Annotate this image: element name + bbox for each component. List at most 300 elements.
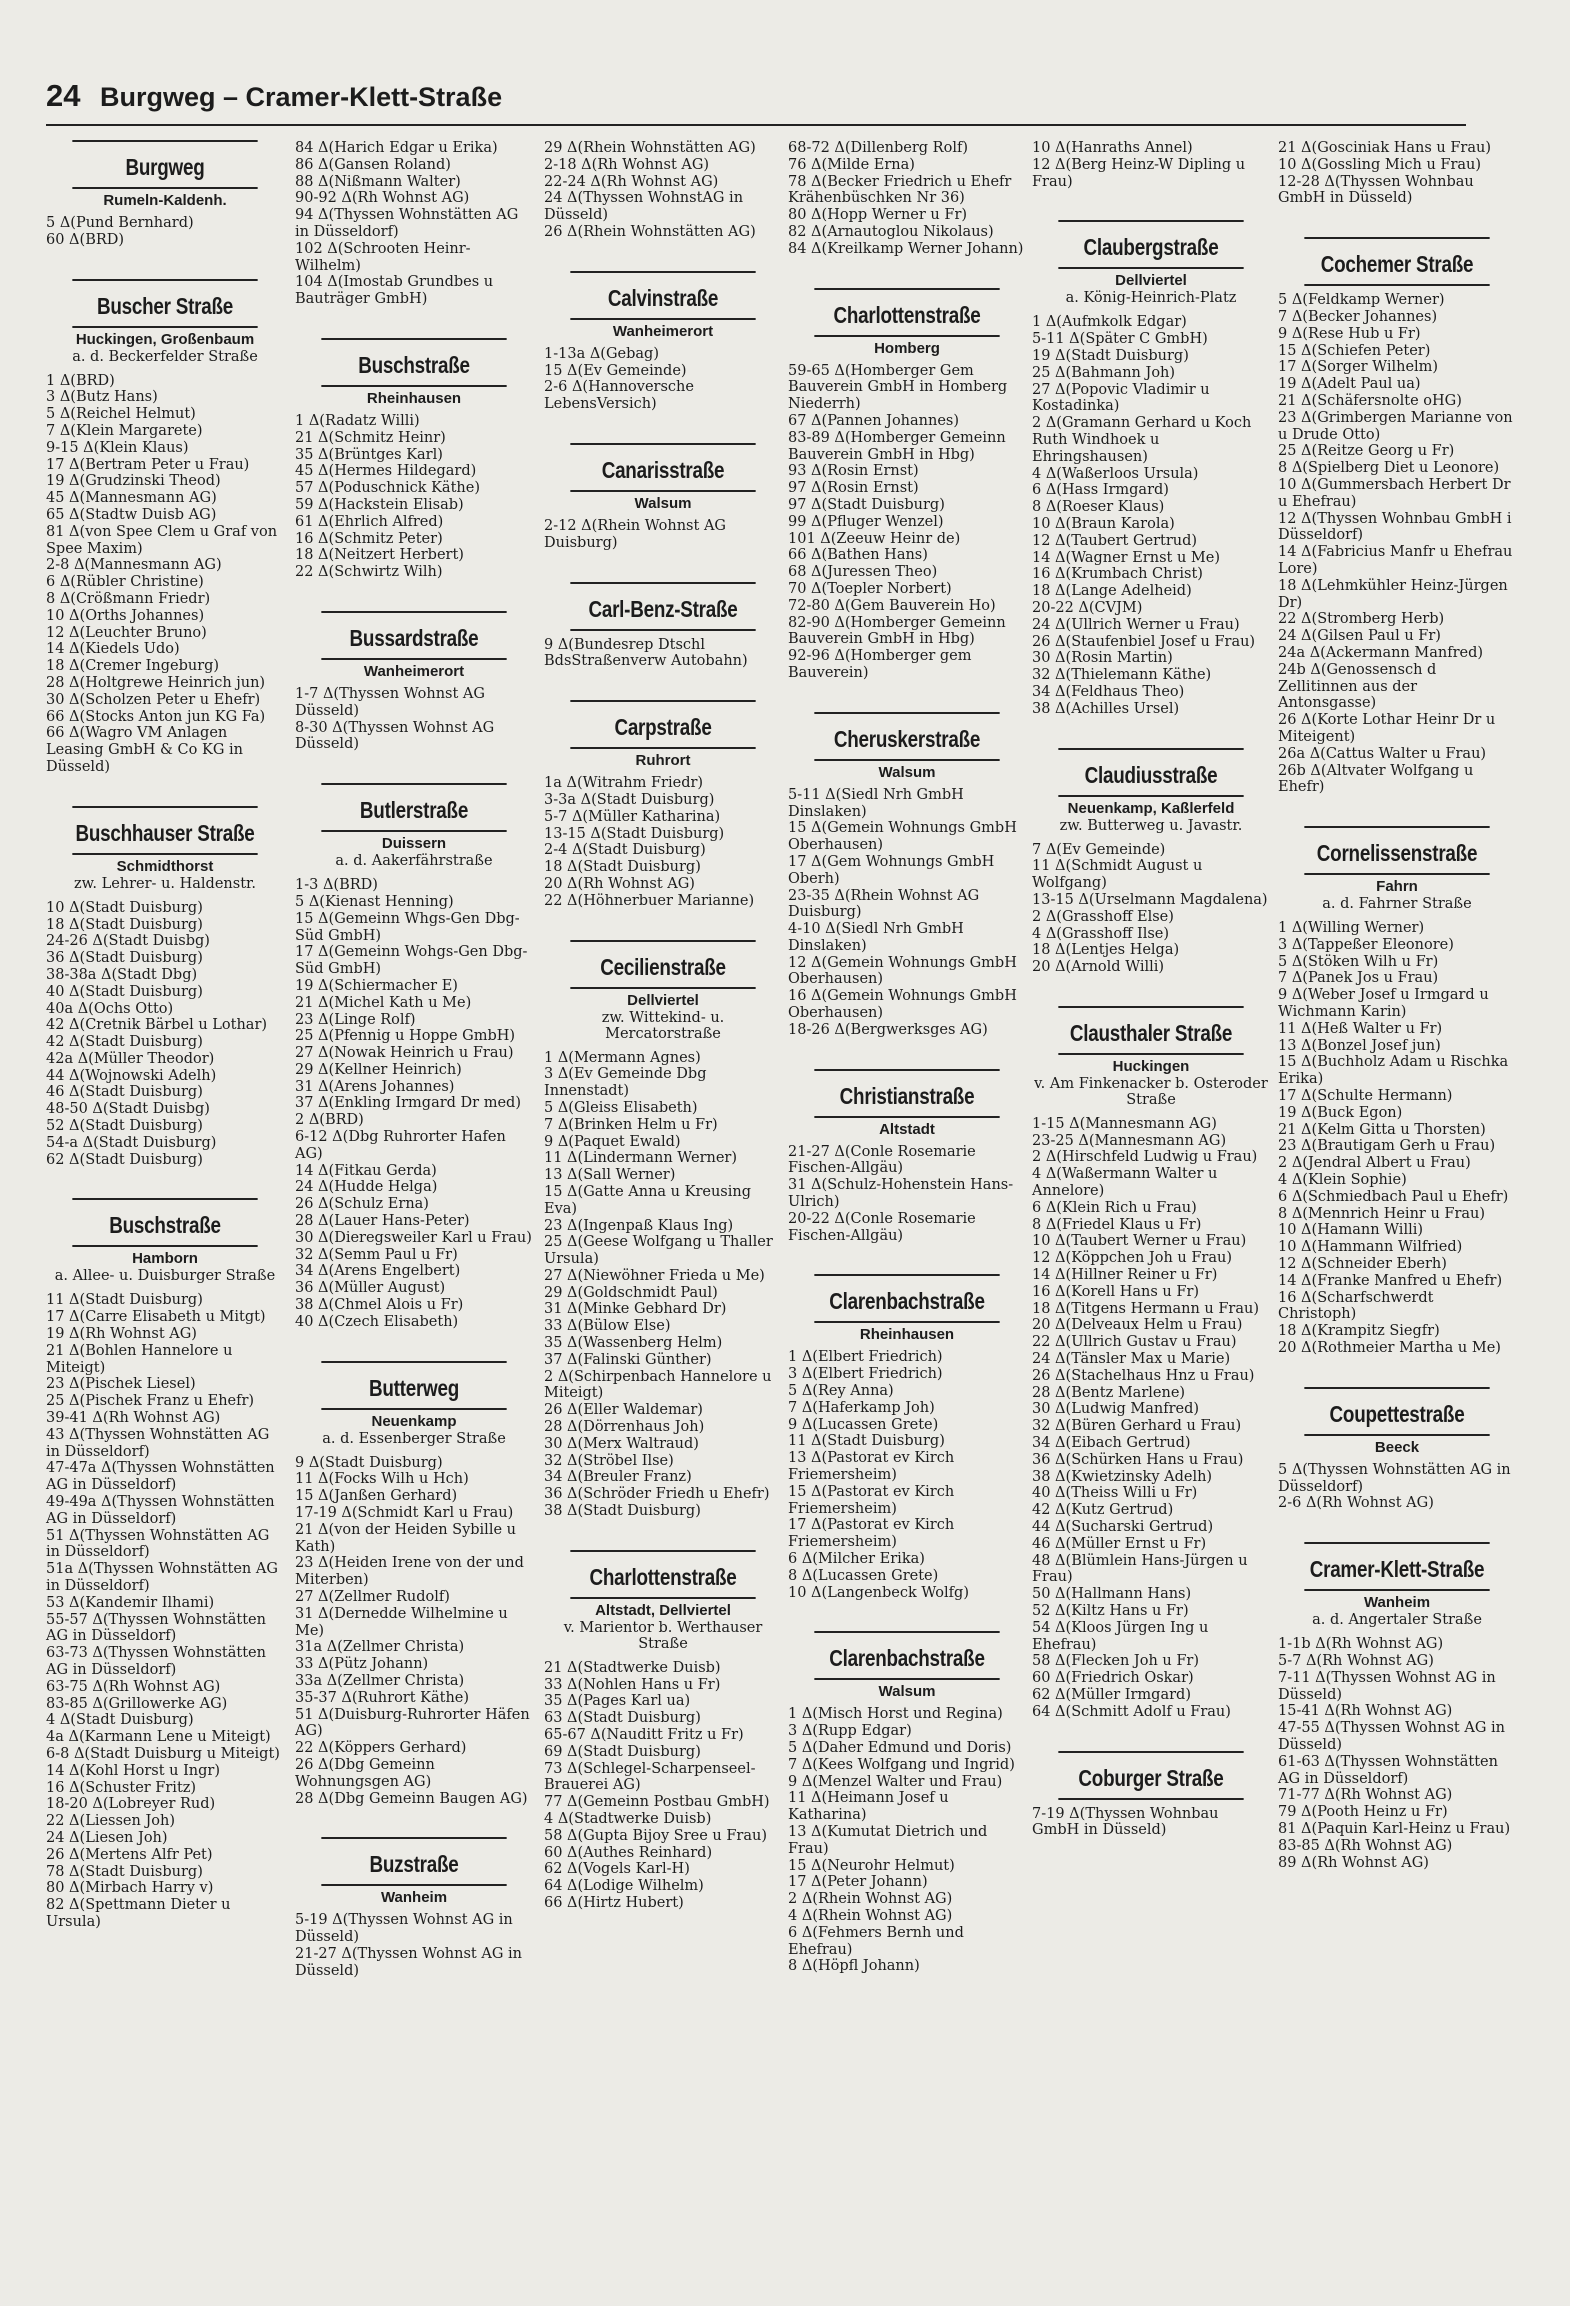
address-entry: 15 Δ(Ev Gemeinde) (544, 362, 687, 379)
address-entry: 45 Δ(Mannesmann AG) (46, 490, 217, 507)
address-entry: 7-19 Δ(Thyssen Wohnbau GmbH in Düsseld) (1032, 1805, 1219, 1839)
address-entry: 80 Δ(Hopp Werner u Fr) (788, 207, 968, 224)
street-heading: Claubergstraße (1058, 220, 1243, 269)
street-block (544, 140, 782, 241)
street-location-note: zw. Wittekind- u. Mercatorstraße (601, 1009, 725, 1042)
page-number: 24 (46, 78, 81, 113)
address-entry: 14 Δ(Wagner Ernst u Me) (1032, 549, 1220, 566)
street-heading: Buschstraße (321, 338, 506, 387)
address-entry: 24b Δ(Genossensch d Zellitinnen aus der Antonsgasse) (1278, 661, 1437, 712)
address-entry: 30 Δ(Rosin Martin) (1032, 650, 1173, 667)
address-entry: 3-3a Δ(Stadt Duisburg) (544, 791, 715, 808)
address-entry: 31 Δ(Dernedde Wilhelmine u Me) (295, 1605, 508, 1639)
address-entry: 1 Δ(Willing Werner) (1278, 920, 1425, 937)
street-heading: Christianstraße (814, 1069, 999, 1118)
street-block (295, 611, 533, 753)
address-entry: 65 Δ(Stadtw Duisb AG) (46, 506, 217, 523)
street-heading: Clarenbachstraße (814, 1274, 999, 1323)
address-entry: 6 Δ(Milcher Erika) (788, 1551, 925, 1568)
address-entry: 19 Δ(Schiermacher E) (295, 977, 458, 994)
address-entry: 14 Δ(Hillner Reiner u Fr) (1032, 1267, 1218, 1284)
address-entry: 9 Δ(Menzel Walter und Frau) (788, 1773, 1003, 1790)
address-entry: 1 Δ(Elbert Friedrich) (788, 1349, 943, 1366)
address-entry: 10 Δ(Langenbeck Wolfg) (788, 1584, 969, 1601)
district-label: Neuenkamp, Kaßlerfeld (1067, 799, 1235, 817)
district-label: Wanheimerort (363, 662, 465, 680)
address-entry: 16 Δ(Krumbach Christ) (1032, 566, 1203, 583)
address-entry: 2 Δ(Hirschfeld Ludwig u Frau) (1032, 1149, 1258, 1166)
district-label: Wanheim (380, 1889, 448, 1907)
address-entry: 10 Δ(Braun Karola) (1032, 515, 1175, 532)
street-block (295, 783, 533, 1331)
address-entry: 5 Δ(Kienast Henning) (295, 893, 454, 910)
street-heading: Buschstraße (72, 1198, 257, 1247)
street-block (295, 338, 533, 581)
address-entry: 23 Δ(Linge Rolf) (295, 1011, 416, 1028)
address-entry: 16 Δ(Schuster Fritz) (46, 1779, 197, 1796)
address-entry: 10 Δ(Gummersbach Herbert Dr u Ehefrau) (1278, 476, 1511, 510)
address-entry: 25 Δ(Pischek Franz u Ehefr) (46, 1393, 255, 1410)
address-entry: 6 Δ(Rübler Christine) (46, 574, 204, 591)
district-label: Beeck (1374, 1438, 1420, 1456)
address-entry: 2-4 Δ(Stadt Duisburg) (544, 842, 706, 859)
address-entry: 18 Δ(Cremer Ingeburg) (46, 658, 220, 675)
address-entry: 38 Δ(Kwietzinsky Adelh) (1032, 1468, 1213, 1485)
address-entry: 47-47a Δ(Thyssen Wohnstätten AG in Düsseldorf) (46, 1460, 275, 1494)
address-entry: 45 Δ(Hermes Hildegard) (295, 463, 477, 480)
address-entry: 21 Δ(Schäfersnolte oHG) (1278, 392, 1462, 409)
address-entry: 42 Δ(Stadt Duisburg) (46, 1034, 203, 1051)
address-entry: 17 Δ(Carre Elisabeth u Mitgt) (46, 1309, 266, 1326)
address-entry: 1-3 Δ(BRD) (295, 877, 378, 894)
address-entry: 1 Δ(Aufmkolk Edgar) (1032, 314, 1187, 331)
address-entry: 14 Δ(Fabricius Manfr u Ehefrau Lore) (1278, 544, 1513, 577)
street-location-note: a. d. Aakerfährstraße (335, 853, 493, 870)
address-entry: 18 Δ(Stadt Duisburg) (544, 859, 701, 876)
address-entry: 1-7 Δ(Thyssen Wohnst AG Düsseld) (295, 685, 485, 719)
address-entry: 8 Δ(Höpfl Johann) (788, 1958, 920, 1975)
address-entry: 5-7 Δ(Rh Wohnst AG) (1278, 1653, 1434, 1669)
address-entry: 5 Δ(Thyssen Wohnstätten AG in Düsseldorf) (1278, 1461, 1511, 1495)
address-entry: 36 Δ(Schröder Friedh u Ehefr) (544, 1486, 770, 1503)
address-entry: 2-8 Δ(Mannesmann AG) (46, 557, 222, 574)
street-heading: Buschhauser Straße (72, 806, 257, 855)
street-location-note: a. d. Essenberger Straße (322, 1430, 506, 1447)
address-entry: 31 Δ(Arens Johannes) (295, 1078, 455, 1095)
address-entry: 8 Δ(Crößmann Friedr) (46, 590, 211, 607)
address-entry: 83-85 Δ(Rh Wohnst AG) (1278, 1837, 1453, 1854)
address-entry: 17 Δ(Bertram Peter u Frau) (46, 456, 250, 473)
address-entry: 5 Δ(Reichel Helmut) (46, 406, 196, 423)
street-heading: Carpstraße (570, 700, 755, 749)
street-heading: Calvinstraße (570, 271, 755, 320)
district-label: Altstadt (879, 1120, 935, 1138)
address-entry: 26a Δ(Cattus Walter u Frau) (1278, 745, 1487, 762)
address-entry: 21 Δ(von der Heiden Sybille u Kath) (295, 1521, 516, 1555)
street-heading: Cramer-Klett-Straße (1304, 1542, 1489, 1591)
address-entry: 68-72 Δ(Dillenberg Rolf) (788, 140, 968, 156)
address-entry: 31 Δ(Minke Gebhard Dr) (544, 1301, 727, 1318)
address-entry: 49-49a Δ(Thyssen Wohnstätten AG in Düsseldorf) (46, 1494, 275, 1527)
address-entry: 5 Δ(Pund Bernhard) (46, 215, 194, 231)
street-heading: Cheruskerstraße (814, 712, 999, 761)
street-location-note: zw. Lehrer- u. Haldenstr. (74, 875, 256, 892)
address-entry: 34 Δ(Breuler Franz) (544, 1469, 692, 1486)
address-entry: 54-a Δ(Stadt Duisburg) (46, 1134, 217, 1151)
address-entry: 30 Δ(Merx Waltraud) (544, 1435, 699, 1452)
address-entry: 26 Δ(Stachelhaus Hnz u Frau) (1032, 1367, 1255, 1384)
address-entry: 66 Δ(Bathen Hans) (788, 547, 928, 564)
district-label: Rheinhausen (366, 389, 462, 407)
address-entry: 93 Δ(Rosin Ernst) (788, 463, 919, 480)
district-label: Altstadt, Dellviertel (595, 1601, 731, 1619)
address-entry: 50 Δ(Hallmann Hans) (1032, 1586, 1192, 1603)
address-entry: 15 Δ(Gatte Anna u Kreusing Eva) (544, 1183, 751, 1217)
address-entry: 11 Δ(Lindermann Werner) (544, 1150, 738, 1167)
address-entry: 24 Δ(Gilsen Paul u Fr) (1278, 628, 1441, 645)
address-entry: 81 Δ(von Spee Clem u Graf von Spee Maxim) (46, 523, 278, 557)
address-entry: 4 Δ(Klein Sophie) (1278, 1172, 1407, 1189)
address-entry: 22 Δ(Stromberg Herb) (1278, 611, 1445, 628)
address-entry: 14 Δ(Franke Manfred u Ehefr) (1278, 1272, 1503, 1289)
address-entry: 35 Δ(Brüntges Karl) (295, 446, 443, 463)
address-entry: 23-25 Δ(Mannesmann AG) (1032, 1132, 1227, 1149)
address-entry: 8 Δ(Friedel Klaus u Fr) (1032, 1216, 1202, 1233)
address-entry: 32 Δ(Büren Gerhard u Frau) (1032, 1418, 1242, 1435)
address-entry: 9 Δ(Weber Josef u Irmgard u Wichmann Karin) (1278, 987, 1489, 1021)
address-entry: 43 Δ(Thyssen Wohnstätten AG in Düsseldorf) (46, 1426, 270, 1460)
street-heading: Claudiusstraße (1058, 748, 1243, 797)
address-entry: 25 Δ(Geese Wolfgang u Thaller Ursula) (544, 1234, 773, 1268)
address-entry: 21-27 Δ(Conle Rosemarie Fischen-Allgäu) (788, 1143, 976, 1177)
address-entry: 6 Δ(Schmiedbach Paul u Ehefr) (1278, 1188, 1509, 1205)
address-entry: 16 Δ(Schmitz Peter) (295, 530, 443, 547)
address-entry: 38 Δ(Achilles Ursel) (1032, 700, 1180, 717)
page-header (46, 72, 1466, 126)
address-entry: 17 Δ(Pastorat ev Kirch Friemersheim) (788, 1517, 955, 1551)
address-entry: 65-67 Δ(Nauditt Fritz u Fr) (544, 1727, 744, 1744)
address-entry: 47-55 Δ(Thyssen Wohnst AG in Düsseld) (1278, 1720, 1505, 1753)
address-entry: 61-63 Δ(Thyssen Wohnstätten AG in Düsseldorf) (1278, 1753, 1498, 1787)
address-entry: 2 Δ(Gramann Gerhard u Koch Ruth Windhoek u Ehringshausen) (1032, 415, 1252, 465)
address-entry: 78 Δ(Stadt Duisburg) (46, 1863, 203, 1880)
street-block (295, 140, 533, 308)
address-entry: 1 Δ(Misch Horst und Regina) (788, 1706, 1003, 1723)
address-entry: 24 Δ(Hudde Helga) (295, 1179, 438, 1196)
address-entry: 27 Δ(Popovic Vladimir u Kostadinka) (1032, 381, 1210, 415)
address-entry: 86 Δ(Gansen Roland) (295, 156, 451, 173)
street-block (544, 271, 782, 413)
address-entry: 19 Δ(Rh Wohnst AG) (46, 1326, 197, 1343)
address-entry: 42a Δ(Müller Theodor) (46, 1050, 215, 1067)
address-entry: 21-27 Δ(Thyssen Wohnst AG in Düsseld) (295, 1945, 522, 1979)
address-entry: 63-73 Δ(Thyssen Wohnstätten AG in Düsseldorf) (46, 1645, 266, 1678)
address-entry: 3 Δ(Elbert Friedrich) (788, 1366, 943, 1383)
address-entry: 20-22 Δ(Conle Rosemarie Fischen-Allgäu) (788, 1210, 976, 1244)
address-entry: 28 Δ(Bentz Marlene) (1032, 1384, 1186, 1401)
address-entry: 44 Δ(Wojnowski Adelh) (46, 1067, 217, 1084)
address-entry: 35 Δ(Pages Karl ua) (544, 1693, 691, 1710)
street-block (1278, 237, 1516, 796)
address-entry: 35 Δ(Wassenberg Helm) (544, 1335, 723, 1352)
address-entry: 52 Δ(Kiltz Hans u Fr) (1032, 1603, 1189, 1619)
address-entry: 15 Δ(Neurohr Helmut) (788, 1857, 955, 1874)
address-entry: 30 Δ(Dieregsweiler Karl u Frau) (295, 1229, 532, 1246)
street-heading: Carl-Benz-Straße (570, 582, 755, 631)
address-entry: 82 Δ(Spettmann Dieter u Ursula) (46, 1897, 231, 1930)
street-block (788, 1631, 1026, 1975)
address-entry: 21 Δ(Gosciniak Hans u Frau) (1278, 140, 1491, 156)
address-entry: 80 Δ(Mirbach Harry v) (46, 1880, 214, 1897)
column-3 (544, 140, 782, 1942)
address-entry: 29 Δ(Goldschmidt Paul) (544, 1284, 718, 1301)
address-entry: 4 Δ(Rhein Wohnst AG) (788, 1907, 953, 1924)
address-entry: 11 Δ(Heimann Josef u Katharina) (788, 1790, 949, 1824)
address-entry: 17 Δ(Gemeinn Wohgs-Gen Dbg-Süd GmbH) (295, 944, 528, 978)
address-entry: 36 Δ(Müller August) (295, 1280, 446, 1297)
address-entry: 10 Δ(Hanraths Annel) (1032, 140, 1193, 156)
address-entry: 3 Δ(Ev Gemeinde Dbg Innenstadt) (544, 1066, 707, 1100)
street-block (544, 700, 782, 909)
address-entry: 24a Δ(Ackermann Manfred) (1278, 644, 1484, 661)
address-entry: 11 Δ(Stadt Duisburg) (46, 1292, 203, 1309)
address-entry: 26 Δ(Eller Waldemar) (544, 1402, 703, 1419)
address-entry: 9 Δ(Paquet Ewald) (544, 1133, 681, 1150)
address-entry: 24 Δ(Tänsler Max u Marie) (1032, 1351, 1231, 1368)
street-heading: Charlottenstraße (814, 288, 999, 337)
address-entry: 8 Δ(Spielberg Diet u Leonore) (1278, 460, 1500, 477)
address-entry: 72-80 Δ(Gem Bauverein Ho) (788, 597, 996, 614)
address-entry: 20 Δ(Rh Wohnst AG) (544, 875, 695, 892)
address-entry: 22 Δ(Köppers Gerhard) (295, 1740, 467, 1757)
district-label: Dellviertel (627, 991, 699, 1009)
address-entry: 12 Δ(Gemein Wohnungs GmbH Oberhausen) (788, 954, 1017, 988)
address-entry: 90-92 Δ(Rh Wohnst AG) (295, 190, 470, 207)
address-entry: 32 Δ(Thielemann Käthe) (1032, 667, 1212, 684)
page-range-title: Burgweg – Cramer-Klett-Straße (100, 82, 503, 112)
address-entry: 22 Δ(Ullrich Gustav u Frau) (1032, 1334, 1237, 1351)
address-entry: 3 Δ(Butz Hans) (46, 389, 158, 406)
address-entry: 4-10 Δ(Siedl Nrh GmbH Dinslaken) (788, 921, 964, 954)
address-entry: 28 Δ(Dbg Gemeinn Baugen AG) (295, 1790, 528, 1807)
address-entry: 77 Δ(Gemeinn Postbau GmbH) (544, 1794, 770, 1811)
address-entry: 33 Δ(Pütz Johann) (295, 1656, 429, 1673)
address-entry: 26b Δ(Altvater Wolfgang u Ehefr) (1278, 762, 1474, 796)
address-entry: 6 Δ(Hass Irmgard) (1032, 482, 1169, 499)
street-block (788, 1274, 1026, 1601)
address-entry: 66 Δ(Stocks Anton jun KG Fa) (46, 708, 266, 725)
address-entry: 2-18 Δ(Rh Wohnst AG) (544, 156, 710, 173)
address-entry: 26 Δ(Staufenbiel Josef u Frau) (1032, 633, 1256, 650)
street-block (1032, 748, 1270, 976)
address-entry: 40 Δ(Theiss Willi u Fr) (1032, 1485, 1198, 1502)
address-entry: 1 Δ(Radatz Willi) (295, 412, 420, 429)
district-label: Wanheimerort (612, 322, 714, 340)
address-entry: 32 Δ(Semm Paul u Fr) (295, 1246, 458, 1263)
address-entry: 5 Δ(Rey Anna) (788, 1383, 894, 1400)
district-label: Dellviertel (1115, 272, 1187, 290)
address-entry: 20 Δ(Delveaux Helm u Frau) (1032, 1317, 1243, 1334)
address-entry: 27 Δ(Nowak Heinrich u Frau) (295, 1045, 514, 1062)
address-entry: 2 Δ(Rhein Wohnst AG) (788, 1891, 953, 1908)
district-label: Rheinhausen (859, 1326, 955, 1344)
address-entry: 1 Δ(BRD) (46, 372, 115, 389)
district-label: Fahrn (1376, 878, 1418, 896)
address-entry: 17 Δ(Gem Wohnungs GmbH Oberh) (788, 853, 995, 887)
street-heading: Coburger Straße (1058, 1751, 1243, 1800)
address-entry: 57 Δ(Poduschnick Käthe) (295, 480, 480, 497)
address-entry: 6-8 Δ(Stadt Duisburg u Miteigt) (46, 1745, 280, 1762)
street-heading: Cochemer Straße (1304, 237, 1489, 286)
address-entry: 61 Δ(Ehrlich Alfred) (295, 513, 444, 530)
address-entry: 20-22 Δ(CVJM) (1032, 599, 1143, 616)
address-entry: 9 Δ(Rese Hub u Fr) (1278, 325, 1421, 342)
address-entry: 15 Δ(Janßen Gerhard) (295, 1488, 458, 1505)
street-location-note: a. König-Heinrich-Platz (1065, 290, 1237, 307)
street-heading: Clarenbachstraße (814, 1631, 999, 1680)
address-entry: 5 Δ(Gleiss Elisabeth) (544, 1099, 698, 1116)
address-entry: 18 Δ(Lehmkühler Heinz-Jürgen Dr) (1278, 577, 1508, 611)
address-entry: 12 Δ(Thyssen Wohnbau GmbH i Düsseldorf) (1278, 510, 1512, 544)
address-entry: 5 Δ(Feldkamp Werner) (1278, 292, 1445, 309)
address-entry: 26 Δ(Dbg Gemeinn Wohnungsgen AG) (295, 1756, 435, 1790)
address-entry: 48-50 Δ(Stadt Duisbg) (46, 1101, 210, 1118)
address-entry: 5 Δ(Stöken Wilh u Fr) (1278, 953, 1439, 970)
address-entry: 22 Δ(Liessen Joh) (46, 1813, 175, 1830)
address-entry: 23 Δ(Brautigam Gerh u Frau) (1278, 1138, 1496, 1155)
street-block (544, 1550, 782, 1912)
street-block (46, 279, 284, 776)
address-entry: 81 Δ(Paquin Karl-Heinz u Frau) (1278, 1820, 1511, 1837)
address-entry: 21 Δ(Stadtwerke Duisb) (544, 1659, 721, 1676)
street-block (788, 1069, 1026, 1245)
address-entry: 33 Δ(Nohlen Hans u Fr) (544, 1676, 721, 1693)
address-entry: 34 Δ(Arens Engelbert) (295, 1263, 461, 1280)
address-entry: 64 Δ(Schmitt Adolf u Frau) (1032, 1703, 1231, 1720)
address-entry: 32 Δ(Ströbel Ilse) (544, 1452, 674, 1469)
address-entry: 18 Δ(Lentjes Helga) (1032, 942, 1180, 959)
address-entry: 2 Δ(Jendral Albert u Frau) (1278, 1155, 1471, 1172)
address-entry: 11 Δ(Schmidt August u Wolfgang) (1032, 858, 1203, 892)
address-entry: 99 Δ(Pfluger Wenzel) (788, 513, 944, 530)
address-entry: 66 Δ(Wagro VM Anlagen Leasing GmbH & Co KG in Düsseld) (46, 725, 243, 775)
address-entry: 40 Δ(Czech Elisabeth) (295, 1313, 459, 1330)
address-entry: 6 Δ(Fehmers Bernh und Ehefrau) (788, 1924, 964, 1958)
address-entry: 97 Δ(Stadt Duisburg) (788, 496, 945, 513)
address-entry: 2-6 Δ(Rh Wohnst AG) (1278, 1495, 1434, 1512)
address-entry: 39-41 Δ(Rh Wohnst AG) (46, 1410, 221, 1427)
address-entry: 28 Δ(Lauer Hans-Peter) (295, 1213, 470, 1230)
address-entry: 63 Δ(Stadt Duisburg) (544, 1710, 701, 1727)
address-entry: 40 Δ(Stadt Duisburg) (46, 983, 203, 1000)
address-entry: 23 Δ(Grimbergen Marianne von u Drude Otto) (1278, 409, 1513, 443)
address-entry: 24 Δ(Ullrich Werner u Frau) (1032, 616, 1240, 633)
address-entry: 21 Δ(Kelm Gitta u Thorsten) (1278, 1121, 1486, 1138)
street-heading: Buscher Straße (72, 279, 257, 328)
address-entry: 25 Δ(Pfennig u Hoppe GmbH) (295, 1028, 516, 1045)
address-entry: 37 Δ(Falinski Günther) (544, 1351, 712, 1368)
address-entry: 17 Δ(Sorger Wilhelm) (1278, 359, 1439, 376)
street-block (788, 140, 1026, 258)
address-entry: 101 Δ(Zeeuw Heinr de) (788, 530, 961, 547)
address-entry: 15 Δ(Gemein Wohnungs GmbH Oberhausen) (788, 820, 1017, 854)
address-entry: 1-1b Δ(Rh Wohnst AG) (1278, 1636, 1444, 1653)
district-label: Ruhrort (635, 752, 691, 770)
address-entry: 5-19 Δ(Thyssen Wohnst AG in Düsseld) (295, 1912, 513, 1946)
address-entry: 10 Δ(Gossling Mich u Frau) (1278, 156, 1482, 173)
address-entry: 9 Δ(Bundesrep Dtschl BdsStraßenverw Autobahn) (544, 636, 748, 670)
address-entry: 71-77 Δ(Rh Wohnst AG) (1278, 1787, 1453, 1804)
address-entry: 2-12 Δ(Rhein Wohnst AG Duisburg) (544, 517, 726, 551)
street-location-note: a. d. Angertaler Straße (1312, 1612, 1482, 1629)
street-heading: Burgweg (72, 140, 257, 189)
street-heading: Butterweg (321, 1361, 506, 1410)
address-entry: 60 Δ(Friedrich Oskar) (1032, 1670, 1194, 1687)
address-entry: 102 Δ(Schrooten Heinr-Wilhelm) (295, 240, 471, 274)
address-entry: 55-57 Δ(Thyssen Wohnstätten AG in Düsseldorf) (46, 1611, 266, 1645)
address-entry: 33a Δ(Zellmer Christa) (295, 1673, 465, 1689)
address-entry: 13 Δ(Kumutat Dietrich und Frau) (788, 1823, 988, 1857)
address-entry: 27 Δ(Niewöhner Frieda u Me) (544, 1267, 765, 1284)
address-entry: 8 Δ(Roeser Klaus) (1032, 499, 1165, 516)
address-entry: 11 Δ(Heß Walter u Fr) (1278, 1020, 1443, 1037)
address-entry: 4a Δ(Karmann Lene u Miteigt) (46, 1729, 271, 1746)
street-block (46, 1198, 284, 1930)
address-entry: 35-37 Δ(Ruhrort Käthe) (295, 1689, 470, 1706)
address-entry: 76 Δ(Milde Erna) (788, 156, 915, 173)
address-entry: 18-26 Δ(Bergwerksges AG) (788, 1021, 988, 1038)
address-entry: 60 Δ(BRD) (46, 231, 125, 248)
address-entry: 27 Δ(Zellmer Rudolf) (295, 1589, 450, 1606)
street-block (1278, 826, 1516, 1357)
address-entry: 13-15 Δ(Urselmann Magdalena) (1032, 891, 1268, 908)
address-entry: 94 Δ(Thyssen Wohnstätten AG in Düsseldorf) (295, 207, 519, 240)
district-label: Huckingen, Großenbaum (75, 330, 255, 348)
address-entry: 23 Δ(Heiden Irene von der und Miterben) (295, 1555, 524, 1589)
address-entry: 59-65 Δ(Homberger Gem Bauverein GmbH in Homberg Niederrh) (788, 362, 1008, 413)
street-block (295, 1837, 533, 1979)
address-entry: 26 Δ(Schulz Erna) (295, 1196, 429, 1213)
address-entry: 17 Δ(Schulte Hermann) (1278, 1088, 1453, 1105)
address-entry: 7 Δ(Panek Jos u Frau) (1278, 970, 1439, 987)
address-entry: 20 Δ(Rothmeier Martha u Me) (1278, 1340, 1501, 1357)
address-entry: 19 Δ(Adelt Paul ua) (1278, 376, 1421, 393)
address-entry: 1-15 Δ(Mannesmann AG) (1032, 1115, 1217, 1132)
address-entry: 1a Δ(Witrahm Friedr) (544, 775, 704, 792)
address-entry: 83-89 Δ(Homberger Gemeinn Bauverein GmbH in Hbg) (788, 429, 1006, 463)
address-entry: 29 Δ(Rhein Wohnstätten AG) (544, 140, 756, 156)
address-entry: 4 Δ(Waßerloos Ursula) (1032, 465, 1199, 482)
address-entry: 12 Δ(Leuchter Bruno) (46, 624, 207, 641)
address-entry: 22 Δ(Höhnerbuer Marianne) (544, 892, 755, 909)
street-location-note: zw. Butterweg u. Javastr. (1059, 817, 1243, 834)
address-entry: 9 Δ(Stadt Duisburg) (295, 1454, 443, 1471)
street-location-note: a. d. Beckerfelder Straße (72, 348, 258, 365)
address-entry: 19 Δ(Stadt Duisburg) (1032, 347, 1189, 364)
street-heading: Cecilienstraße (570, 940, 755, 989)
street-block (544, 582, 782, 671)
address-entry: 42 Δ(Cretnik Bärbel u Lothar) (46, 1017, 268, 1034)
address-entry: 67 Δ(Pannen Johannes) (788, 412, 960, 429)
district-label: Homberg (874, 339, 940, 357)
address-entry: 4 Δ(Stadtwerke Duisb) (544, 1811, 712, 1828)
address-entry: 28 Δ(Dörrenhaus Joh) (544, 1419, 705, 1436)
address-entry: 13-15 Δ(Stadt Duisburg) (544, 825, 725, 842)
address-entry: 62 Δ(Stadt Duisburg) (46, 1151, 203, 1168)
address-entry: 34 Δ(Feldhaus Theo) (1032, 683, 1185, 700)
street-block (1278, 1387, 1516, 1512)
address-entry: 48 Δ(Blümlein Hans-Jürgen u Frau) (1032, 1552, 1248, 1586)
